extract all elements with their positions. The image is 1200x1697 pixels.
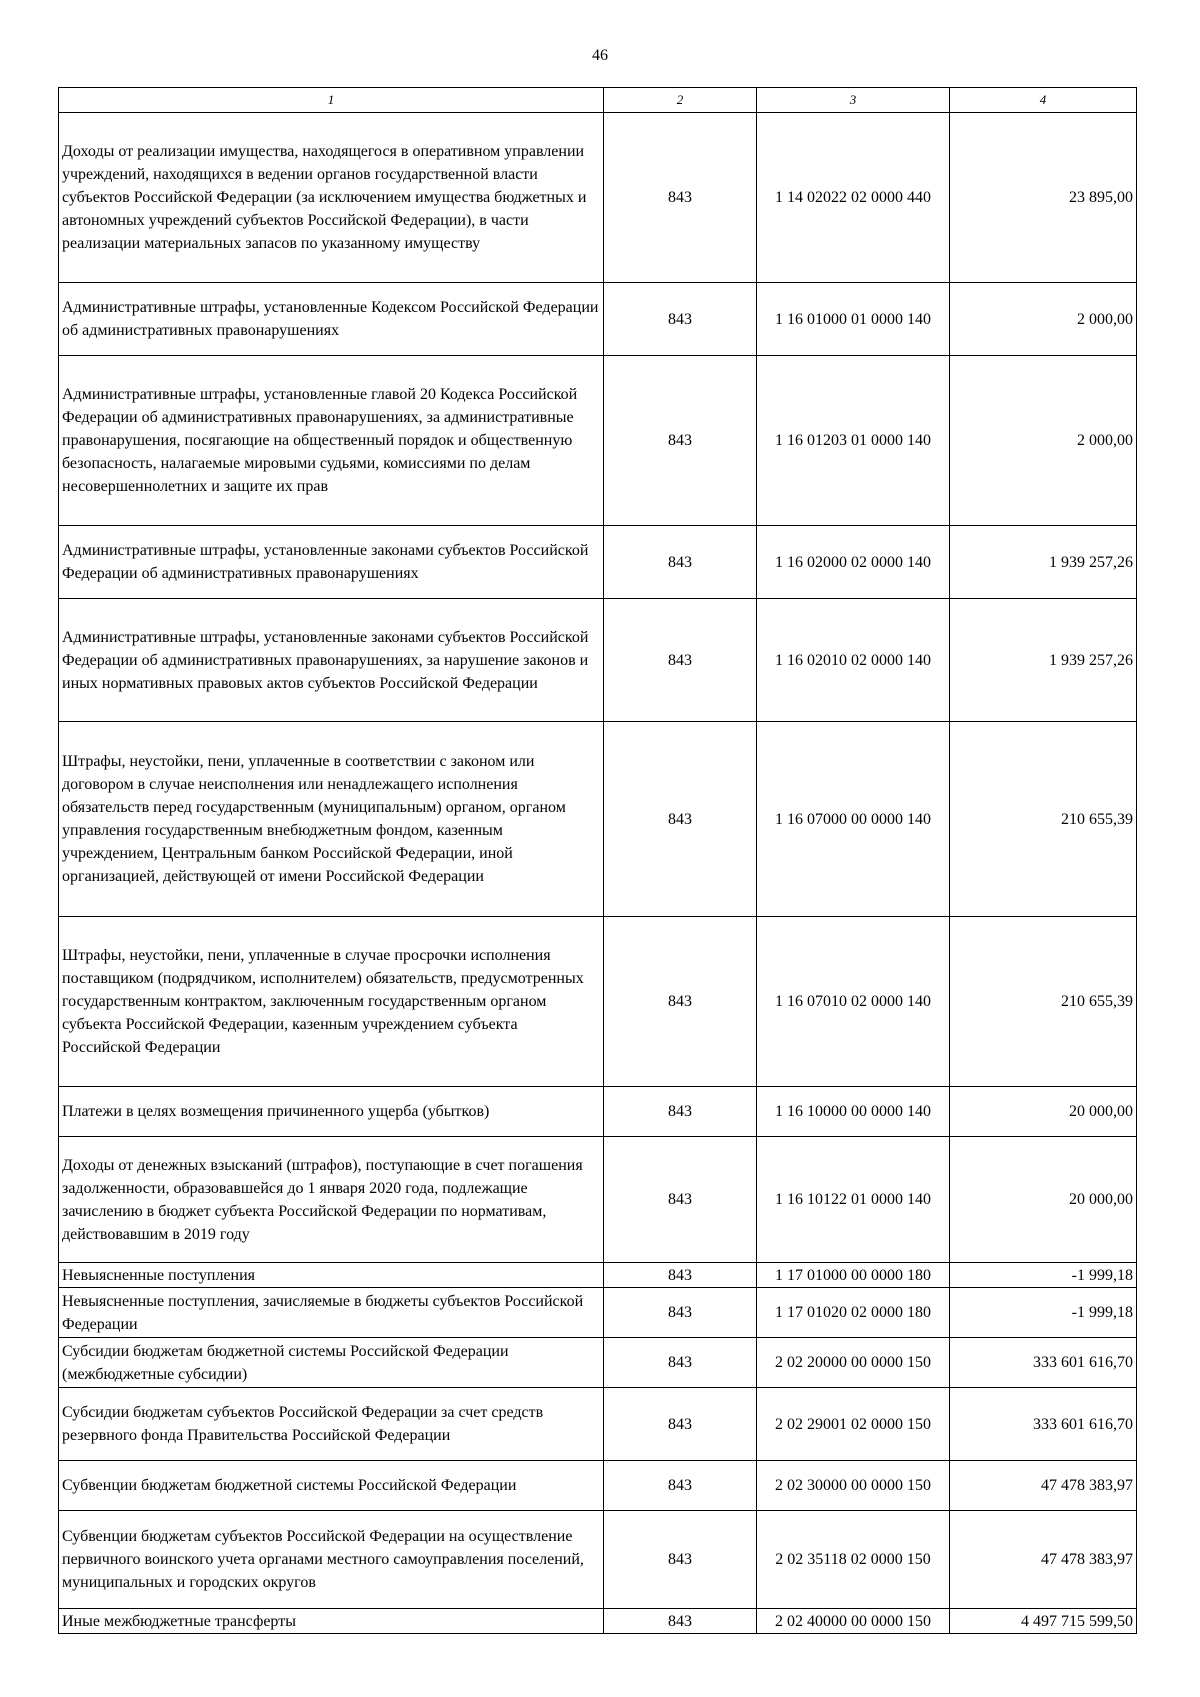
table-row	[59, 599, 1137, 722]
row-amount: 1 939 257,26	[950, 599, 1137, 722]
row-budget-code: 2 02 30000 00 0000 150	[757, 1461, 950, 1511]
row-budget-code: 1 16 10122 01 0000 140	[757, 1137, 950, 1263]
column-header: 4	[950, 88, 1137, 113]
table-row	[59, 1511, 1137, 1609]
row-budget-code: 2 02 20000 00 0000 150	[757, 1338, 950, 1388]
row-amount: 20 000,00	[950, 1137, 1137, 1263]
table-header-row	[59, 88, 1137, 113]
row-budget-code: 1 16 02010 02 0000 140	[757, 599, 950, 722]
row-admin-code: 843	[604, 917, 757, 1087]
row-description: Административные штрафы, установленные Кодексом Российской Федерации об административных правонарушениях	[59, 283, 604, 356]
row-amount: 210 655,39	[950, 917, 1137, 1087]
table-row	[59, 1288, 1137, 1338]
row-amount: 210 655,39	[950, 722, 1137, 917]
row-amount: 47 478 383,97	[950, 1511, 1137, 1609]
row-description: Штрафы, неустойки, пени, уплаченные в случае просрочки исполнения поставщиком (подрядчиком, исполнителем) обязательств, предусмотренных государственным контрактом, заключенным государственным органом субъекта Российской Федерации, казенным учреждением субъекта Российской Федерации	[59, 917, 604, 1087]
row-amount: -1 999,18	[950, 1288, 1137, 1338]
row-amount: 2 000,00	[950, 283, 1137, 356]
row-budget-code: 2 02 35118 02 0000 150	[757, 1511, 950, 1609]
row-description: Субсидии бюджетам бюджетной системы Российской Федерации (межбюджетные субсидии)	[59, 1338, 604, 1388]
row-admin-code: 843	[604, 722, 757, 917]
row-budget-code: 1 16 10000 00 0000 140	[757, 1087, 950, 1137]
row-admin-code: 843	[604, 599, 757, 722]
row-budget-code: 1 17 01000 00 0000 180	[757, 1263, 950, 1288]
row-description: Штрафы, неустойки, пени, уплаченные в соответствии с законом или договором в случае неисполнения или ненадлежащего исполнения обязательств перед государственным (муниципальным) органом, органом управления государственным внебюджетным фондом, казенным учреждением, Центральным банком Российской Федерации, иной организацией, действующей от имени Российской Федерации	[59, 722, 604, 917]
row-admin-code: 843	[604, 1609, 757, 1634]
row-description: Административные штрафы, установленные законами субъектов Российской Федерации об административных правонарушениях	[59, 526, 604, 599]
row-description: Административные штрафы, установленные законами субъектов Российской Федерации об административных правонарушениях, за нарушение законов и иных нормативных правовых актов субъектов Российской Федерации	[59, 599, 604, 722]
table-row	[59, 113, 1137, 283]
row-amount: 20 000,00	[950, 1087, 1137, 1137]
row-amount: 2 000,00	[950, 356, 1137, 526]
row-description: Административные штрафы, установленные главой 20 Кодекса Российской Федерации об административных правонарушениях, за административные правонарушения, посягающие на общественный порядок и общественную безопасность, налагаемые мировыми судьями, комиссиями по делам несовершеннолетних и защите их прав	[59, 356, 604, 526]
row-admin-code: 843	[604, 526, 757, 599]
row-amount: 333 601 616,70	[950, 1388, 1137, 1461]
page-number: 46	[592, 47, 608, 64]
table-row	[59, 1338, 1137, 1388]
table-row	[59, 1087, 1137, 1137]
table-row	[59, 1137, 1137, 1263]
row-description: Платежи в целях возмещения причиненного ущерба (убытков)	[59, 1087, 604, 1137]
row-admin-code: 843	[604, 113, 757, 283]
table-row	[59, 1388, 1137, 1461]
row-description: Субвенции бюджетам субъектов Российской Федерации на осуществление первичного воинского учета органами местного самоуправления поселений, муниципальных и городских округов	[59, 1511, 604, 1609]
row-admin-code: 843	[604, 1137, 757, 1263]
column-header: 3	[757, 88, 950, 113]
table-row	[59, 1263, 1137, 1288]
revenue-table	[58, 87, 1137, 1634]
row-description: Невыясненные поступления, зачисляемые в бюджеты субъектов Российской Федерации	[59, 1288, 604, 1338]
row-amount: 23 895,00	[950, 113, 1137, 283]
row-budget-code: 2 02 40000 00 0000 150	[757, 1609, 950, 1634]
table-row	[59, 526, 1137, 599]
table-row	[59, 722, 1137, 917]
table-row	[59, 917, 1137, 1087]
row-budget-code: 1 17 01020 02 0000 180	[757, 1288, 950, 1338]
table-row	[59, 283, 1137, 356]
table-row	[59, 356, 1137, 526]
row-description: Доходы от денежных взысканий (штрафов), поступающие в счет погашения задолженности, образовавшейся до 1 января 2020 года, подлежащие зачислению в бюджет субъекта Российской Федерации по нормативам, действовавшим в 2019 году	[59, 1137, 604, 1263]
row-description: Субвенции бюджетам бюджетной системы Российской Федерации	[59, 1461, 604, 1511]
row-budget-code: 1 16 01203 01 0000 140	[757, 356, 950, 526]
row-admin-code: 843	[604, 1087, 757, 1137]
row-amount: 47 478 383,97	[950, 1461, 1137, 1511]
row-amount: 1 939 257,26	[950, 526, 1137, 599]
row-amount: 4 497 715 599,50	[950, 1609, 1137, 1634]
column-header: 2	[604, 88, 757, 113]
row-admin-code: 843	[604, 1511, 757, 1609]
row-amount: 333 601 616,70	[950, 1338, 1137, 1388]
row-admin-code: 843	[604, 1338, 757, 1388]
row-admin-code: 843	[604, 1263, 757, 1288]
row-admin-code: 843	[604, 283, 757, 356]
row-admin-code: 843	[604, 1461, 757, 1511]
row-description: Доходы от реализации имущества, находящегося в оперативном управлении учреждений, находящихся в ведении органов государственной власти субъектов Российской Федерации (за исключением имущества бюджетных и автономных учреждений субъектов Российской Федерации), в части реализации материальных запасов по указанному имуществу	[59, 113, 604, 283]
row-budget-code: 1 16 07010 02 0000 140	[757, 917, 950, 1087]
table-row	[59, 1461, 1137, 1511]
table-row	[59, 1609, 1137, 1634]
row-description: Иные межбюджетные трансферты	[59, 1609, 604, 1634]
row-budget-code: 2 02 29001 02 0000 150	[757, 1388, 950, 1461]
row-budget-code: 1 16 02000 02 0000 140	[757, 526, 950, 599]
row-description: Невыясненные поступления	[59, 1263, 604, 1288]
row-budget-code: 1 14 02022 02 0000 440	[757, 113, 950, 283]
row-admin-code: 843	[604, 1288, 757, 1338]
row-admin-code: 843	[604, 356, 757, 526]
row-budget-code: 1 16 01000 01 0000 140	[757, 283, 950, 356]
row-budget-code: 1 16 07000 00 0000 140	[757, 722, 950, 917]
row-description: Субсидии бюджетам субъектов Российской Федерации за счет средств резервного фонда Правительства Российской Федерации	[59, 1388, 604, 1461]
column-header: 1	[59, 88, 604, 113]
row-admin-code: 843	[604, 1388, 757, 1461]
row-amount: -1 999,18	[950, 1263, 1137, 1288]
